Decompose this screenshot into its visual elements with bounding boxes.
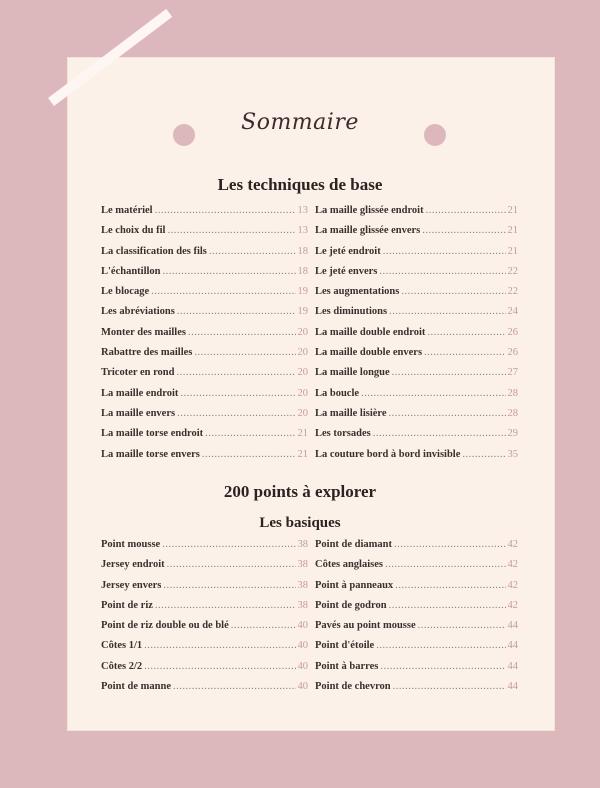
toc-entry-label: La maille glissée envers [315, 225, 421, 237]
dot-leader [389, 408, 506, 419]
toc-column-basiques-left [101, 539, 308, 701]
dot-leader [392, 367, 506, 378]
dot-leader [389, 306, 505, 317]
toc-entry-label: Point de chevron [315, 681, 391, 693]
toc-entry [101, 681, 308, 701]
toc-entry-label: Point de riz double ou de blé [101, 620, 229, 632]
dot-leader [155, 205, 296, 216]
toc-entry-label: La maille double endroit [315, 326, 426, 338]
dot-leader [167, 225, 295, 236]
toc-entry-page: 38 [297, 579, 308, 591]
dot-leader [177, 306, 296, 317]
toc-entry-page: 19 [297, 286, 308, 298]
toc-entry [315, 347, 518, 367]
toc-entry-page: 22 [507, 265, 518, 277]
toc-column-basiques-right [315, 539, 518, 701]
dot-leader [422, 225, 505, 236]
toc-entry [315, 266, 518, 286]
toc-entry-page: 28 [507, 407, 518, 419]
dot-leader [177, 367, 296, 378]
toc-entry-page: 38 [297, 599, 308, 611]
toc-entry-page: 38 [297, 559, 308, 571]
toc-entry-label: Tricoter en rond [101, 367, 175, 379]
dot-leader [395, 580, 505, 591]
dot-leader [418, 620, 506, 631]
toc-entry-label: Le choix du fil [101, 225, 166, 237]
toc-entry-page: 44 [507, 640, 518, 652]
toc-entry-page: 21 [507, 205, 518, 216]
toc-entry-page: 24 [507, 306, 518, 318]
toc-entry-page: 21 [507, 245, 518, 257]
toc-entry-label: Jersey envers [101, 579, 162, 591]
toc-entry [315, 539, 518, 559]
toc-entry-label: Point à panneaux [315, 579, 394, 591]
dot-leader [163, 266, 296, 277]
toc-entry-page: 44 [507, 660, 518, 672]
toc-entry [315, 246, 518, 266]
toc-entry-page: 44 [507, 620, 518, 632]
toc-entry [101, 539, 308, 559]
toc-entry [315, 620, 518, 640]
dot-leader [144, 661, 295, 672]
toc-entry-page: 42 [507, 599, 518, 611]
toc-entry-page: 44 [507, 681, 518, 693]
toc-entry-label: Point à barres [315, 660, 379, 672]
toc-entry-page: 13 [297, 225, 308, 237]
toc-entry [101, 661, 308, 681]
dot-leader [393, 681, 506, 692]
toc-entry-label: Côtes 1/1 [101, 640, 143, 652]
toc-entry [101, 225, 308, 245]
dot-leader [389, 600, 506, 611]
dot-leader [401, 286, 505, 297]
dot-leader [361, 388, 505, 399]
dot-leader [155, 600, 296, 611]
dot-leader [163, 580, 295, 591]
toc-entry-label: La maille double envers [315, 347, 423, 359]
toc-entry-label: Point d'étoile [315, 640, 375, 652]
toc-entry-page: 21 [297, 428, 308, 440]
toc-entry [101, 306, 308, 326]
dot-leader [205, 428, 295, 439]
toc-entry-label: La classification des fils [101, 245, 207, 257]
toc-entry-page: 38 [297, 539, 308, 550]
toc-entry-label: Les torsades [315, 428, 371, 440]
dot-leader [424, 347, 505, 358]
dot-leader [202, 449, 296, 460]
page-title: Sommaire [241, 110, 359, 135]
toc-entry [315, 428, 518, 448]
toc-entry [315, 286, 518, 306]
toc-entry-label: La couture bord à bord invisible [315, 448, 461, 460]
dot-leader [383, 246, 506, 257]
toc-entry-label: Pavés au point mousse [315, 620, 416, 632]
toc-entry [315, 225, 518, 245]
toc-entry-label: Le blocage [101, 286, 150, 298]
dot-leader [380, 661, 505, 672]
dot-leader [426, 205, 506, 216]
toc-entry [101, 205, 308, 225]
dot-leader [177, 408, 295, 419]
toc-entry-page: 40 [297, 660, 308, 672]
toc-entry [101, 408, 308, 428]
dot-leader [188, 327, 296, 338]
toc-entry-page: 18 [297, 265, 308, 277]
toc-entry [315, 559, 518, 579]
toc-entry-label: Le matériel [101, 205, 153, 216]
toc-entry-page: 42 [507, 579, 518, 591]
toc-entry-page: 20 [297, 407, 308, 419]
toc-entry [315, 388, 518, 408]
toc-entry-page: 20 [297, 347, 308, 359]
toc-entry-label: La maille torse envers [101, 448, 200, 460]
toc-entry [101, 286, 308, 306]
toc-entry-label: Côtes 2/2 [101, 660, 143, 672]
dot-leader [385, 559, 506, 570]
toc-entry-page: 27 [507, 367, 518, 379]
toc-entry [315, 367, 518, 387]
toc-entry [315, 681, 518, 701]
toc-entry-page: 40 [297, 640, 308, 652]
toc-entry [101, 600, 308, 620]
dot-leader [373, 428, 506, 439]
toc-entry-label: Point de riz [101, 599, 153, 611]
toc-entry-page: 35 [507, 448, 518, 460]
toc-entry [101, 428, 308, 448]
toc-entry-label: L'échantillon [101, 265, 161, 277]
toc-entry-page: 29 [507, 428, 518, 440]
dot-leader [231, 620, 296, 631]
dot-leader [462, 449, 505, 460]
toc-entry [315, 408, 518, 428]
section-heading-techniques: Les techniques de base [217, 175, 383, 194]
toc-entry [101, 367, 308, 387]
toc-entry [101, 266, 308, 286]
toc-entry-label: Point de diamant [315, 539, 393, 550]
dot-leader [162, 539, 295, 550]
toc-entry [315, 327, 518, 347]
dot-leader [376, 640, 505, 651]
toc-column-techniques-right [315, 205, 518, 469]
dot-leader [180, 388, 295, 399]
dot-leader [194, 347, 295, 358]
toc-entry [315, 580, 518, 600]
dot-leader [151, 286, 295, 297]
toc-entry-page: 26 [507, 326, 518, 338]
toc-entry-label: Les abréviations [101, 306, 175, 318]
toc-entry-page: 20 [297, 387, 308, 399]
toc-entry-page: 13 [297, 205, 308, 216]
toc-entry-page: 42 [507, 539, 518, 550]
toc-entry [101, 640, 308, 660]
dot-leader [379, 266, 505, 277]
toc-entry-label: Point mousse [101, 539, 161, 550]
dot-leader [209, 246, 296, 257]
toc-entry [315, 205, 518, 225]
section-heading-points: 200 points à explorer [223, 482, 377, 501]
toc-entry-page: 42 [507, 559, 518, 571]
dot-leader [167, 559, 296, 570]
toc-entry [315, 640, 518, 660]
subsection-heading-basiques: Les basiques [259, 515, 341, 531]
toc-entry [101, 449, 308, 469]
toc-entry-label: Le jeté endroit [315, 245, 381, 257]
toc-entry-page: 20 [297, 326, 308, 338]
toc-entry [101, 559, 308, 579]
toc-entry [315, 661, 518, 681]
dot-leader [427, 327, 505, 338]
toc-entry [101, 580, 308, 600]
toc-entry [101, 347, 308, 367]
toc-entry-label: Point de godron [315, 599, 387, 611]
toc-entry-label: Monter des mailles [101, 326, 186, 338]
toc-entry-label: Point de manne [101, 681, 172, 693]
toc-entry-page: 22 [507, 286, 518, 298]
toc-entry [315, 600, 518, 620]
toc-entry-label: Rabattre des mailles [101, 347, 193, 359]
toc-entry-page: 19 [297, 306, 308, 318]
toc-entry-page: 28 [507, 387, 518, 399]
toc-entry-page: 21 [507, 225, 518, 237]
toc-entry-page: 40 [297, 620, 308, 632]
toc-entry-label: La maille longue [315, 367, 390, 379]
toc-entry-label: Les augmentations [315, 286, 400, 298]
toc-column-techniques-left [101, 205, 308, 469]
toc-entry-page: 40 [297, 681, 308, 693]
toc-entry-label: La maille torse endroit [101, 428, 204, 440]
toc-entry-page: 18 [297, 245, 308, 257]
toc-entry [315, 449, 518, 469]
toc-entry-label: La maille glissée endroit [315, 205, 424, 216]
dot-leader [173, 681, 295, 692]
toc-entry [315, 306, 518, 326]
toc-entry-label: La boucle [315, 387, 360, 399]
toc-entry-label: Jersey endroit [101, 559, 165, 571]
toc-entry-page: 26 [507, 347, 518, 359]
dot-leader [394, 539, 505, 550]
toc-entry [101, 246, 308, 266]
toc-entry-label: La maille endroit [101, 387, 179, 399]
toc-entry-label: La maille lisière [315, 407, 387, 419]
toc-entry-page: 21 [297, 448, 308, 460]
toc-entry-label: La maille envers [101, 407, 176, 419]
toc-entry-page: 20 [297, 367, 308, 379]
toc-entry-label: Le jeté envers [315, 265, 378, 277]
toc-entry [101, 620, 308, 640]
toc-entry [101, 388, 308, 408]
toc-entry-label: Les diminutions [315, 306, 388, 318]
toc-entry [101, 327, 308, 347]
dot-leader [144, 640, 295, 651]
toc-entry-label: Côtes anglaises [315, 559, 383, 571]
